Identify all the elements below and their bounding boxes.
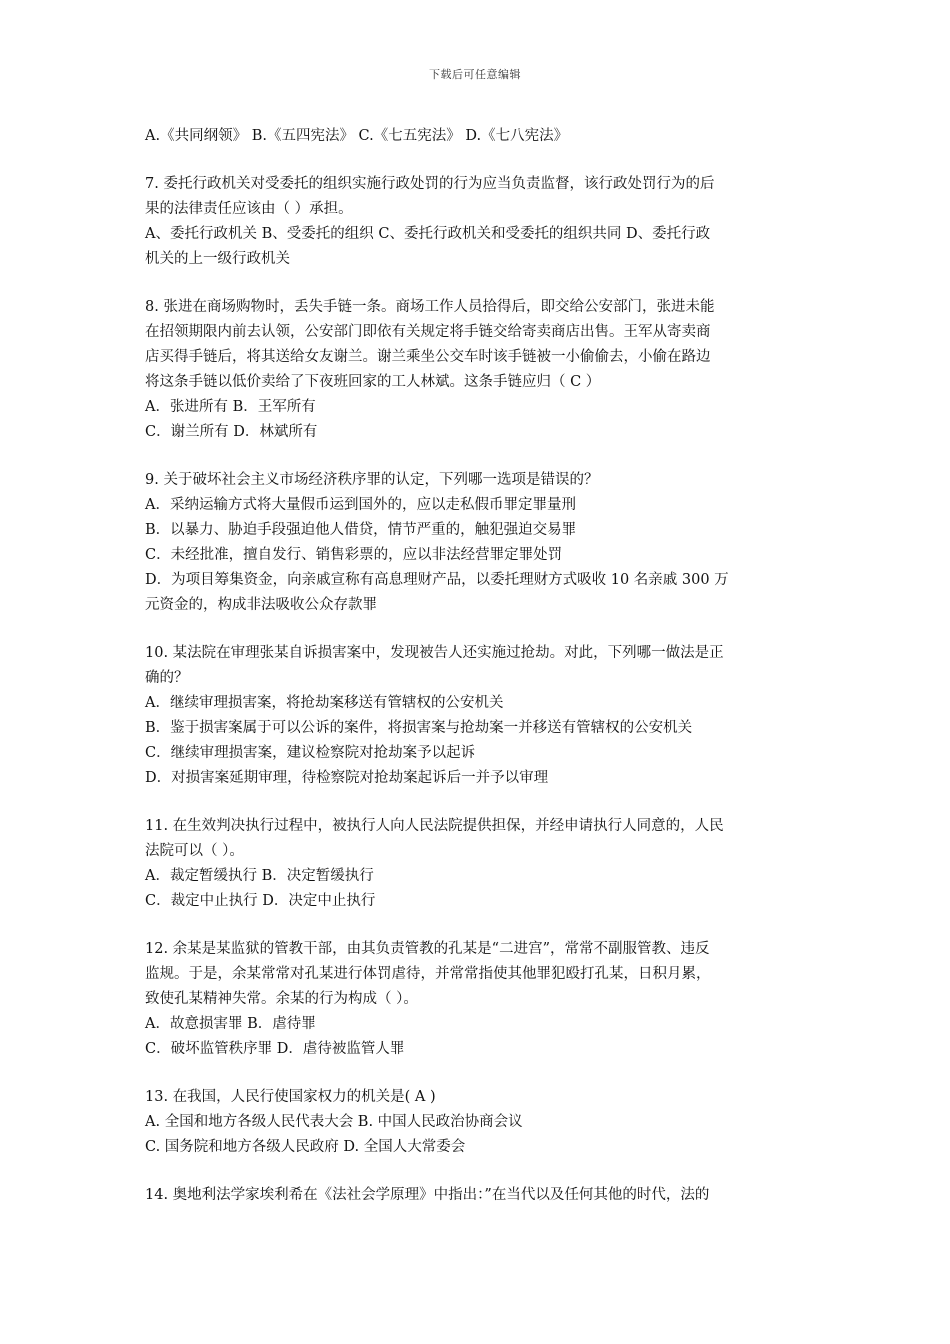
text-line: 8. 张进在商场购物时，丢失手链一条。商场工作人员拾得后，即交给公安部门，张进未能 xyxy=(145,299,715,315)
text-line: 13. 在我国，人民行使国家权力的机关是( A ) xyxy=(145,1089,436,1105)
text-line: C．未经批准，擅自发行、销售彩票的，应以非法经营罪定罪处罚 xyxy=(145,547,563,563)
document-body xyxy=(145,124,809,1208)
text-line: C．裁定中止执行 D．决定中止执行 xyxy=(145,893,376,909)
question-9 xyxy=(145,468,809,618)
text-line: A．裁定暂缓执行 B．决定暂缓执行 xyxy=(145,868,374,884)
question-10 xyxy=(145,641,809,791)
question-8 xyxy=(145,295,809,445)
question-13 xyxy=(145,1085,809,1160)
text-line: 元资金的，构成非法吸收公众存款罪 xyxy=(145,597,377,613)
text-line: D．对损害案延期审理，待检察院对抢劫案起诉后一并予以审理 xyxy=(145,770,549,786)
text-line: A.《共同纲领》 B.《五四宪法》 C.《七五宪法》 D.《七八宪法》 xyxy=(145,128,569,144)
text-line: 7. 委托行政机关对受委托的组织实施行政处罚的行为应当负责监督，该行政处罚行为的后 xyxy=(145,176,715,192)
text-line: C．谢兰所有 D．林斌所有 xyxy=(145,424,318,440)
text-line: 将这条手链以低价卖给了下夜班回家的工人林斌。这条手链应归（ C ） xyxy=(145,374,601,390)
text-line: A．继续审理损害案，将抢劫案移送有管辖权的公安机关 xyxy=(145,695,504,711)
text-line: 监规。于是，余某常常对孔某进行体罚虐待，并常常指使其他罪犯殴打孔某，日积月累， xyxy=(145,966,711,982)
text-line: C．破坏监管秩序罪 D．虐待被监管人罪 xyxy=(145,1041,405,1057)
text-line: B．以暴力、胁迫手段强迫他人借贷，情节严重的，触犯强迫交易罪 xyxy=(145,522,577,538)
text-line: 12. 余某是某监狱的管教干部，由其负责管教的孔某是“二进宫”，常常不副服管教、违反 xyxy=(145,941,710,957)
text-line: 11. 在生效判决执行过程中，被执行人向人民法院提供担保，并经申请执行人同意的，人民 xyxy=(145,818,724,834)
text-line: A、委托行政机关 B、受委托的组织 C、委托行政机关和受委托的组织共同 D、委托行政 xyxy=(145,226,711,242)
text-line: 14. 奥地利法学家埃利希在《法社会学原理》中指出：”在当代以及任何其他的时代，法的 xyxy=(145,1187,710,1203)
text-line: 9. 关于破坏社会主义市场经济秩序罪的认定，下列哪一选项是错误的？ xyxy=(145,472,599,488)
text-line: 机关的上一级行政机关 xyxy=(145,251,290,267)
text-line: A. 全国和地方各级人民代表大会 B. 中国人民政治协商会议 xyxy=(145,1114,523,1130)
text-line: C．继续审理损害案，建议检察院对抢劫案予以起诉 xyxy=(145,745,476,761)
text-line: 法院可以（ ）。 xyxy=(145,843,244,859)
question-6-options xyxy=(145,124,809,149)
text-line: 店买得手链后，将其送给女友谢兰。谢兰乘坐公交车时该手链被一小偷偷去，小偷在路边 xyxy=(145,349,711,365)
text-line: 10. 某法院在审理张某自诉损害案中，发现被告人还实施过抢劫。对此，下列哪一做法是正 xyxy=(145,645,724,661)
question-7 xyxy=(145,172,809,272)
text-line: A．故意损害罪 B．虐待罪 xyxy=(145,1016,316,1032)
text-line: 致使孔某精神失常。余某的行为构成（ ）。 xyxy=(145,991,418,1007)
page-header: 下载后可任意编辑 xyxy=(429,68,521,81)
text-line: 确的？ xyxy=(145,670,189,686)
question-11 xyxy=(145,814,809,914)
text-line: 果的法律责任应该由（ ）承担。 xyxy=(145,201,353,217)
text-line: A．采纳运输方式将大量假币运到国外的，应以走私假币罪定罪量刑 xyxy=(145,497,576,513)
question-12 xyxy=(145,937,809,1062)
text-line: C. 国务院和地方各级人民政府 D. 全国人大常委会 xyxy=(145,1139,466,1155)
text-line: B．鉴于损害案属于可以公诉的案件，将损害案与抢劫案一并移送有管辖权的公安机关 xyxy=(145,720,693,736)
text-line: D．为项目筹集资金，向亲戚宣称有高息理财产品，以委托理财方式吸收 10 名亲戚 300 万 xyxy=(145,572,729,588)
question-14 xyxy=(145,1183,809,1208)
text-line: 在招领期限内前去认领，公安部门即依有关规定将手链交给寄卖商店出售。王军从寄卖商 xyxy=(145,324,711,340)
text-line: A．张进所有 B．王军所有 xyxy=(145,399,316,415)
